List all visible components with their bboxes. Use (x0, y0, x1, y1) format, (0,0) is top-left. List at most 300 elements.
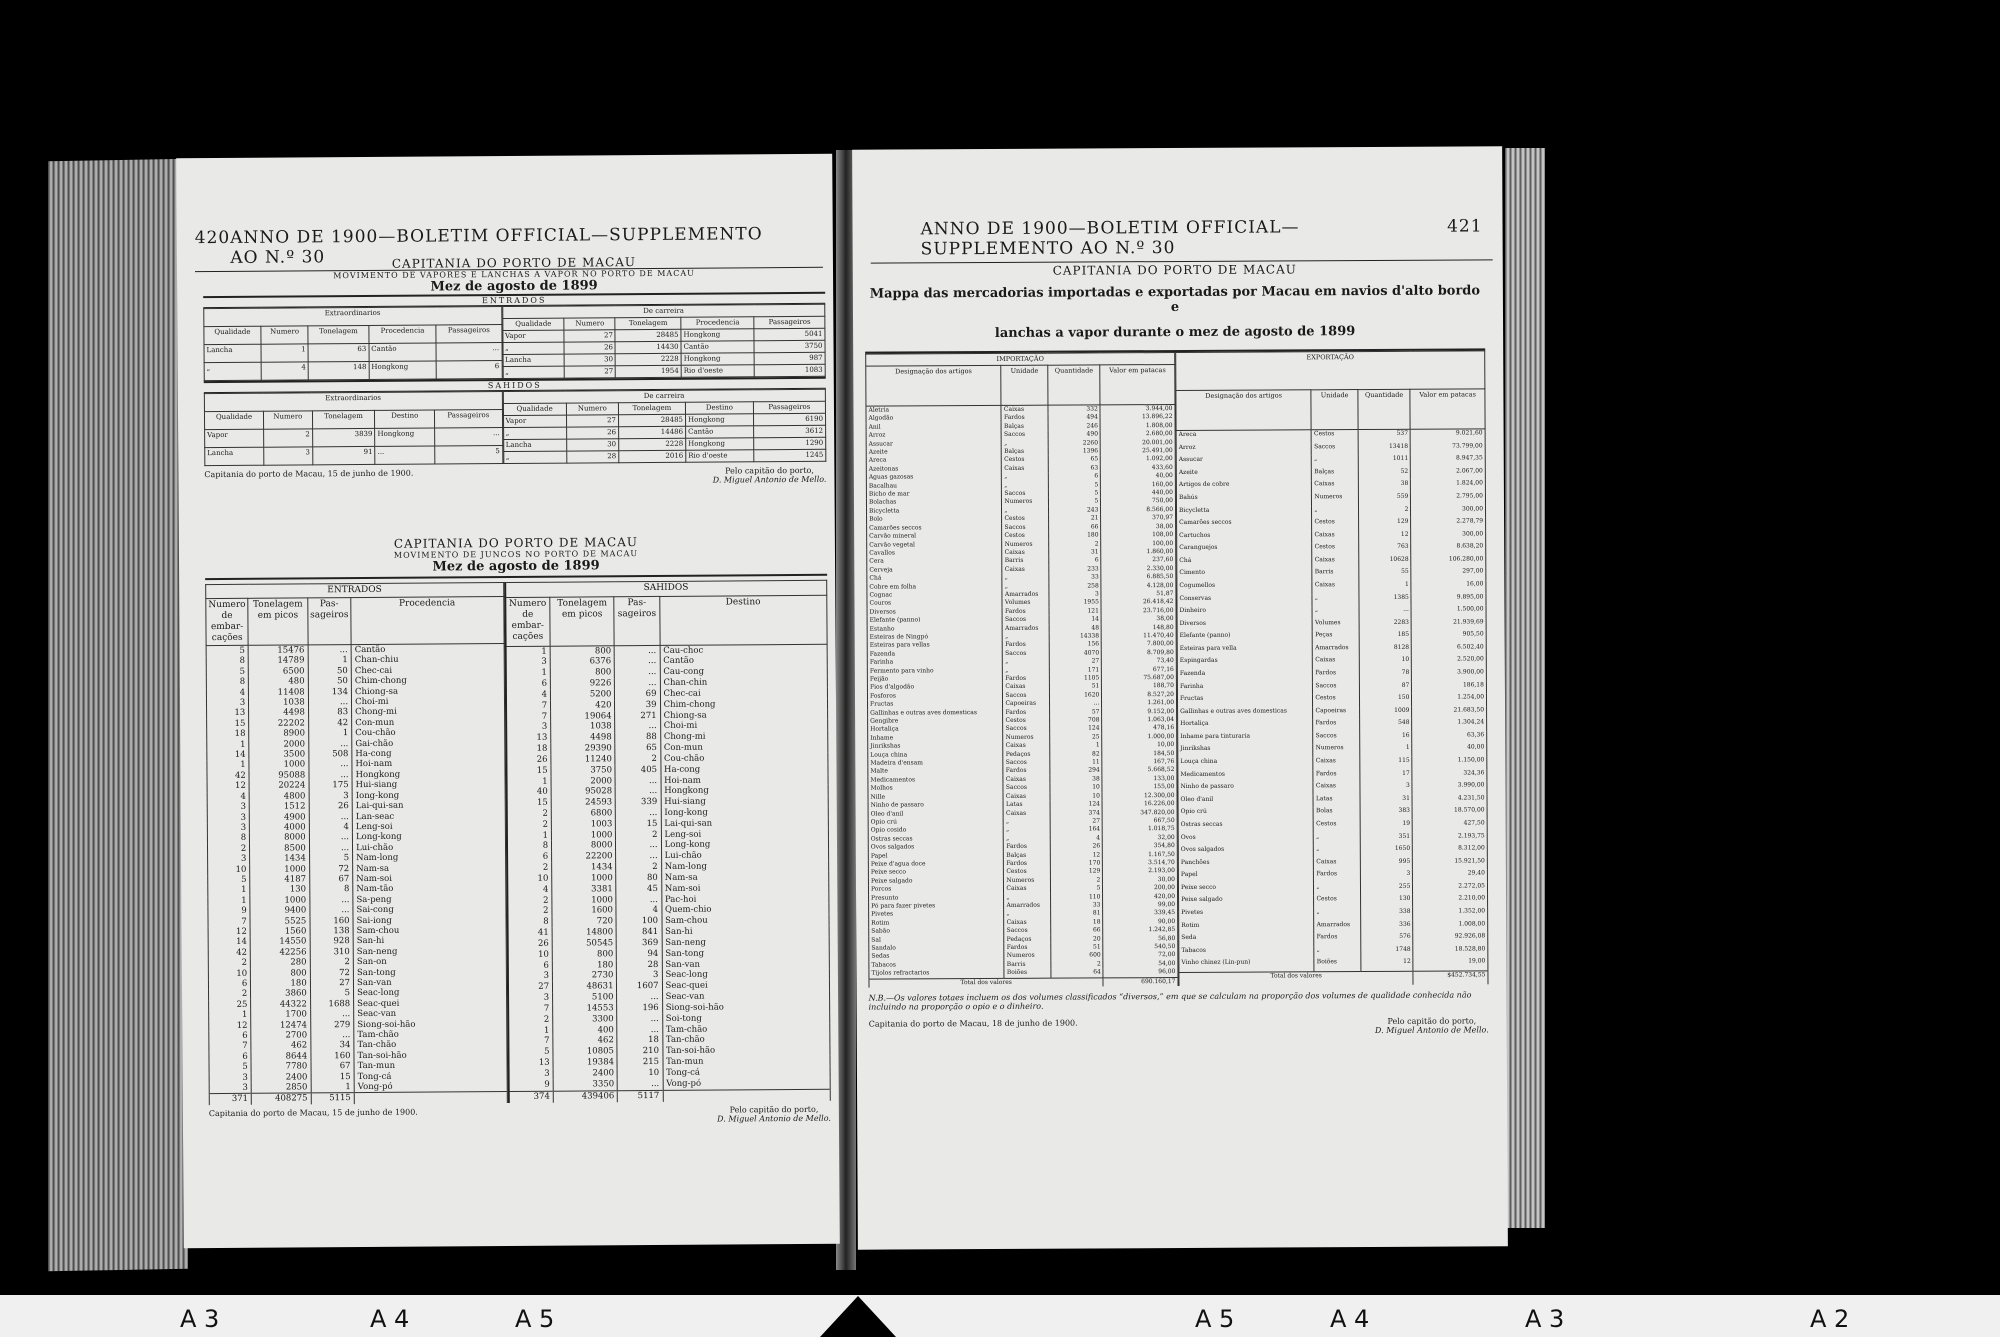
table-cell: ... (615, 656, 660, 667)
table-cell: 494 (1048, 414, 1100, 423)
table-cell: 3 (207, 823, 249, 834)
table-cell: 1954 (616, 365, 682, 377)
table-cell: 5 (310, 988, 353, 999)
table-cell: 21.683,50 (1412, 706, 1487, 719)
vapores-in-col-header: Numero (261, 326, 308, 344)
table-cell: San-neng (662, 937, 830, 949)
table-cell: „ (1003, 633, 1050, 642)
table-cell: 383 (1360, 807, 1413, 820)
table-cell: 1003 (551, 819, 615, 830)
table-cell: Gallinhas e outras aves domesticas (1178, 707, 1313, 720)
table-row (204, 361, 502, 381)
table-cell: Caixas (1312, 480, 1359, 493)
table-cell: Papel (868, 851, 1003, 860)
exportacao-col-header: Designação dos artigos (1176, 390, 1312, 431)
table-cell: 3 (1360, 782, 1413, 795)
table-cell: 9.152,00 (1102, 708, 1177, 717)
mappa-signature (1375, 1016, 1489, 1035)
table-cell: Lancha (503, 439, 566, 451)
table-cell: 10 (208, 864, 250, 875)
table-cell: Lui-chão (353, 842, 506, 853)
juncos-place-date: Capitania do porto de Macau, 15 de junho de 1900. (208, 1107, 418, 1118)
table-cell: 69 (615, 689, 660, 700)
table-cell: 25 (209, 1000, 251, 1011)
table-cell: 13 (207, 708, 249, 719)
table-cell: 294 (1050, 767, 1102, 776)
table-cell: Chim-chong (351, 675, 504, 686)
table-cell: 42256 (250, 947, 310, 958)
table-cell: Nam-soi (353, 873, 506, 884)
table-cell: Rotim (869, 919, 1004, 928)
table-cell: 124 (1050, 725, 1102, 734)
table-cell: Amarrados (1003, 624, 1050, 633)
table-cell: Cerveja (867, 566, 1002, 575)
table-cell: ... (309, 760, 352, 771)
table-cell: 5 (206, 645, 248, 656)
table-cell: Fardos (1001, 414, 1048, 423)
table-cell: Elefante (panno) (1177, 632, 1312, 645)
table-cell: Hongkong (352, 769, 505, 780)
table-cell: 6800 (551, 808, 615, 819)
table-cell: Lui-chão (661, 850, 829, 862)
table-cell: 57 (1050, 708, 1102, 717)
table-cell: 12 (1361, 958, 1414, 972)
table-cell: Caixas (1002, 549, 1049, 558)
table-cell: 2 (507, 863, 552, 874)
table-cell: Caixas (1003, 683, 1050, 692)
table-cell: Fios d'algodão (867, 683, 1002, 692)
table-cell: 576 (1361, 933, 1414, 946)
table-cell: „ (1002, 481, 1049, 490)
table-cell: 52 (1358, 468, 1411, 481)
juncos-sahidos-label: SAHIDOS (505, 580, 827, 597)
table-cell: Cestos (1314, 820, 1361, 833)
table-cell: „ (1004, 818, 1051, 827)
table-cell: 420 (551, 700, 615, 711)
table-cell: 28485 (618, 414, 685, 426)
table-cell: Con-mun (352, 717, 505, 728)
table-cell: 374 (1050, 809, 1102, 818)
table-cell: 28 (567, 451, 619, 463)
table-cell: 8500 (250, 843, 310, 854)
table-cell: Espingardas (1177, 657, 1312, 670)
table-cell: 2000 (249, 739, 309, 750)
table-cell: 3 (1360, 870, 1413, 883)
table-cell: 2.067,00 (1411, 467, 1486, 480)
table-cell: „ (1312, 455, 1359, 468)
importacao-table (865, 352, 1178, 988)
table-cell: 300,00 (1411, 505, 1486, 518)
table-cell: 2.210,00 (1413, 895, 1488, 908)
table-cell: 1.063,04 (1102, 716, 1177, 725)
table-cell: 51 (1049, 683, 1101, 692)
table-cell: 540,50 (1103, 943, 1178, 952)
table-cell: 1 (311, 1082, 354, 1093)
table-cell: 2.272,05 (1413, 882, 1488, 895)
table-cell: 1.824,00 (1411, 480, 1486, 493)
signature-label: Pelo capitão do porto, (725, 465, 814, 476)
table-cell: 15 (506, 798, 551, 809)
table-cell: ... (309, 770, 352, 781)
table-cell: 3 (508, 1069, 553, 1080)
table-cell: Bicycletta (1176, 506, 1311, 519)
table-cell: Volumes (1002, 599, 1049, 608)
table-cell: „ (503, 427, 566, 439)
table-cell: Conservas (1177, 594, 1312, 607)
table-cell: 10 (1050, 792, 1102, 801)
table-cell: Amarrados (1314, 921, 1361, 934)
table-cell: 7.800,00 (1102, 640, 1177, 649)
table-cell: Tan-chão (662, 1034, 830, 1046)
table-cell: Oleo d'anil (1178, 795, 1313, 808)
table-cell: 72,00 (1103, 951, 1178, 960)
table-cell: 800 (550, 667, 614, 678)
vapores-out-col-header: Numero (264, 411, 313, 429)
table-cell: 3 (208, 854, 250, 865)
table-cell: 3 (207, 802, 249, 813)
juncos-entrados-table (205, 582, 507, 1105)
table-cell: Couros (867, 599, 1002, 608)
table-cell: Saccos (1313, 682, 1360, 695)
table-cell: ... (616, 895, 661, 906)
table-cell: 10,00 (1102, 741, 1177, 750)
table-cell: 3612 (753, 425, 825, 438)
table-cell: Fermento para vinho (867, 667, 1002, 676)
table-cell: 987 (754, 352, 825, 364)
table-cell: 667,50 (1103, 817, 1178, 826)
table-cell: 3.514,70 (1103, 859, 1178, 868)
table-cell: Fardos (1313, 719, 1360, 732)
table-cell: Choi-mi (660, 720, 828, 732)
table-cell: Seac-long (354, 987, 507, 998)
table-cell: 78 (1359, 669, 1412, 682)
table-cell: 1600 (552, 906, 616, 917)
vapores-out-col-header: Passageiros (753, 401, 825, 414)
table-cell: 237,60 (1101, 556, 1176, 565)
table-cell: Arroz (866, 431, 1001, 440)
table-cell: 14 (1049, 616, 1101, 625)
table-cell: Chong-mi (352, 706, 505, 717)
table-cell: Fructas (1177, 694, 1312, 707)
table-cell: ... (616, 808, 661, 819)
table-cell: Porcos (868, 885, 1003, 894)
gauge-mark: A 5 (1195, 1305, 1235, 1333)
table-cell: „ (1002, 582, 1049, 591)
table-cell: 19384 (553, 1057, 617, 1068)
table-cell: Jinrikshas (868, 742, 1003, 751)
table-cell: 3 (309, 791, 352, 802)
table-cell: 7 (209, 1041, 251, 1052)
table-cell: 1 (208, 896, 250, 907)
table-cell: Bahús (1176, 493, 1311, 506)
table-cell: 4 (261, 362, 308, 380)
table-cell: Sa-peng (353, 894, 506, 905)
table-cell: 2 (508, 1014, 553, 1025)
table-cell: Iong-kong (661, 807, 829, 819)
table-cell: Seac-long (662, 969, 830, 981)
table-cell: Cestos (1314, 895, 1361, 908)
table-cell: 4000 (250, 822, 310, 833)
table-cell: 7 (508, 1004, 553, 1015)
table-cell: 2 (209, 989, 251, 1000)
table-cell: 3381 (552, 884, 616, 895)
table-cell: 2228 (619, 438, 686, 450)
vapores-out-col-header: Tonelagem (312, 410, 375, 428)
table-cell: Cestos (1003, 717, 1050, 726)
table-cell: „ (1312, 606, 1359, 619)
vapores-in-col-header: Numero (564, 318, 615, 330)
table-cell: Latas (1313, 795, 1360, 808)
table-cell: 4 (309, 822, 352, 833)
table-cell: 54,00 (1103, 960, 1178, 969)
table-cell: Siong-soi-hão (662, 1002, 830, 1014)
table-cell: 4070 (1049, 649, 1101, 658)
table-cell: Tan-mun (354, 1060, 507, 1071)
table-cell: Medicamentos (1178, 770, 1313, 783)
table-cell: 2 (264, 429, 313, 447)
table-cell: 124 (1050, 801, 1102, 810)
table-row (204, 343, 502, 363)
table-cell: 1 (505, 668, 550, 679)
table-cell: 6 (1049, 557, 1101, 566)
table-cell: 130 (1360, 895, 1413, 908)
table-cell: „ (503, 366, 565, 378)
signature-name: D. Miguel Antonio de Mello. (712, 474, 827, 485)
table-cell: 28 (617, 960, 662, 971)
table-cell: 8.527,20 (1102, 691, 1177, 700)
table-cell: 6 (507, 960, 552, 971)
table-cell: 160 (310, 916, 353, 927)
table-cell: 8644 (251, 1051, 311, 1062)
table-cell: ... (308, 697, 351, 708)
table-cell: 26.418,42 (1101, 598, 1176, 607)
table-cell: Cau-choc (660, 644, 828, 657)
table-cell: Ostras seccas (1178, 820, 1313, 833)
table-cell: 1 (508, 1025, 553, 1036)
table-cell: Bacalhau (866, 482, 1001, 491)
table-cell: 478,16 (1102, 724, 1177, 733)
table-cell: Cartuchos (1177, 531, 1312, 544)
table-row (205, 428, 503, 448)
table-cell: Barris (1004, 960, 1051, 969)
table-cell: Oleo d'anil (868, 809, 1003, 818)
vapores-in-col-header: Procedencia (681, 317, 754, 330)
table-cell: Long-kong (661, 839, 829, 851)
juncos-subtitle: MOVIMENTO DE JUNCOS NO PORTO DE MACAU (393, 549, 639, 560)
table-cell: ... (310, 1009, 353, 1020)
table-cell: Fazenda (867, 650, 1002, 659)
table-cell: Gengibre (868, 717, 1003, 726)
table-cell: 1 (505, 646, 550, 658)
table-cell: 1000 (552, 873, 616, 884)
table-cell: Papel (1178, 871, 1313, 884)
table-cell: 233 (1049, 565, 1101, 574)
table-cell: 3 (508, 993, 553, 1004)
table-cell: 40 (506, 787, 551, 798)
table-cell: Diversos (867, 608, 1002, 617)
gauge-mark: A 4 (1330, 1305, 1370, 1333)
table-cell: 8.947,35 (1411, 455, 1486, 468)
table-cell: 27 (564, 330, 615, 342)
table-cell: 2.193,00 (1103, 867, 1178, 876)
signature-name: D. Miguel Antonio de Mello. (1374, 1025, 1489, 1036)
table-cell: „ (1003, 666, 1050, 675)
table-cell: 180 (1049, 532, 1101, 541)
table-cell: 2 (1050, 876, 1102, 885)
table-cell: 48631 (553, 981, 617, 992)
juncos-section (205, 534, 831, 1127)
table-cell: Opio cosido (868, 826, 1003, 835)
table-cell: 2283 (1359, 618, 1412, 631)
table-cell: 106.280,00 (1411, 555, 1486, 568)
table-cell: Amarrados (1313, 644, 1360, 657)
table-cell: 1009 (1360, 707, 1413, 720)
table-cell: Sedas (869, 952, 1004, 961)
table-cell: 67 (309, 874, 352, 885)
table-cell: Numeros (1312, 493, 1359, 506)
table-cell: Nam-sa (661, 872, 829, 884)
table-cell: 9 (508, 1079, 553, 1091)
table-cell: Ninho de passaro (1178, 783, 1313, 796)
table-cell: 90,00 (1103, 918, 1178, 927)
table-cell: 48 (1049, 624, 1101, 633)
table-cell: Cavallos (867, 549, 1002, 558)
table-cell: Caixas (1003, 742, 1050, 751)
table-cell: Caixas (1004, 885, 1051, 894)
table-cell: 462 (553, 1036, 617, 1047)
table-cell: Hongkong (369, 361, 437, 379)
table-cell: ... (616, 775, 661, 786)
table-cell: 1650 (1360, 845, 1413, 858)
table-cell: Saccos (1003, 691, 1050, 700)
table-cell: 3350 (553, 1079, 617, 1091)
table-cell: Lai-qui-san (352, 800, 505, 811)
table-cell: Hui-siang (661, 796, 829, 808)
table-cell: Sam-chou (662, 915, 830, 927)
importacao-col-header: Unidade (1001, 365, 1048, 405)
mappa-title-line2: lanchas a vapor durante o mez de agosto de 1899 (994, 324, 1356, 341)
table-cell: 15 (207, 719, 249, 730)
col-numero: Numero de embar-cações (206, 598, 249, 645)
table-cell: Hongkong (375, 428, 435, 446)
table-cell: 1000 (249, 760, 309, 771)
table-cell: Numeros (1313, 745, 1360, 758)
table-cell: Camarões seccos (1177, 518, 1312, 531)
table-cell: „ (1004, 826, 1051, 835)
table-cell: 1 (308, 655, 351, 666)
table-cell: 50 (308, 666, 351, 677)
table-cell: Sai-iong (353, 915, 506, 926)
table-cell: 64 (1051, 969, 1103, 978)
table-cell: ... (615, 645, 660, 657)
gauge-arrow-icon (820, 1296, 896, 1337)
juncos-month: Mez de agosto de 1899 (205, 557, 827, 580)
table-cell: 1.242,85 (1103, 926, 1178, 935)
table-cell: 6 (209, 1031, 251, 1042)
table-cell: Lan-seac (352, 811, 505, 822)
table-cell: Azeitonas (866, 465, 1001, 474)
table-cell: Fardos (1314, 933, 1361, 946)
table-cell: 8900 (249, 729, 309, 740)
table-cell: 55 (1359, 568, 1412, 581)
table-cell: Anil (866, 423, 1001, 432)
table-cell: 8128 (1359, 644, 1412, 657)
table-cell: Peças (1313, 631, 1360, 644)
gauge-mark: A 5 (515, 1305, 555, 1333)
total-importacao: 690.160,17 (1103, 977, 1178, 986)
table-cell: 148,80 (1102, 624, 1177, 633)
table-cell: 3300 (553, 1014, 617, 1025)
table-cell: 336 (1361, 920, 1414, 933)
table-cell: Fardos (1004, 843, 1051, 852)
table-cell: Caixas (1313, 757, 1360, 770)
table-cell: 19064 (551, 711, 615, 722)
table-cell: Numeros (1002, 498, 1049, 507)
table-cell: 156 (1049, 641, 1101, 650)
table-cell: 2.520,00 (1412, 656, 1487, 669)
table-cell: Cimento (1177, 569, 1312, 582)
table-cell: Cantão (369, 343, 437, 361)
table-cell: 27 (1049, 658, 1101, 667)
table-cell: ... (375, 446, 435, 464)
table-cell: 83 (308, 708, 351, 719)
table-cell: Cestos (1002, 515, 1049, 524)
table-cell: 73,40 (1102, 657, 1177, 666)
table-cell: Hongkong (681, 329, 754, 342)
table-cell: Lancha (204, 344, 261, 362)
table-cell: 14553 (553, 1003, 617, 1014)
table-cell: Vong-pó (354, 1081, 507, 1093)
table-cell: 73.799,00 (1411, 442, 1486, 455)
table-cell: 5 (309, 853, 352, 864)
table-cell: 27 (310, 978, 353, 989)
table-cell: 2.795,00 (1411, 492, 1486, 505)
table-cell: „ (503, 451, 566, 463)
table-cell: 26 (507, 939, 552, 950)
table-cell: Tabacos (1179, 946, 1314, 959)
gauge-mark: A 4 (370, 1305, 410, 1333)
table-cell: 1.808,00 (1100, 422, 1175, 431)
table-cell: „ (1003, 658, 1050, 667)
table-cell: 5 (435, 446, 502, 464)
table-cell: ... (618, 1079, 663, 1091)
table-cell: 600 (1051, 952, 1103, 961)
table-cell: 1 (506, 830, 551, 841)
table-cell: Rio d'oeste (681, 365, 754, 378)
table-cell: Iong-kong (352, 790, 505, 801)
table-cell: 2 (1358, 505, 1411, 518)
table-cell: 12 (209, 1020, 251, 1031)
table-cell: 5 (206, 667, 248, 678)
table-cell: Pedaços (1004, 935, 1051, 944)
table-cell: 2 (616, 862, 661, 873)
table-cell: Sabão (869, 927, 1004, 936)
table-cell: 28485 (615, 329, 681, 341)
table-cell: 30 (565, 354, 616, 366)
table-cell: 1.167,50 (1103, 851, 1178, 860)
table-cell: 160 (311, 1051, 354, 1062)
table-cell: 175 (309, 780, 352, 791)
table-cell: 25 (1050, 733, 1102, 742)
table-cell: 20.001,00 (1101, 439, 1176, 448)
table-cell: Chá (867, 574, 1002, 583)
table-cell: Pivetes (1179, 908, 1314, 921)
table-cell: Seda (1179, 933, 1314, 946)
table-cell: 243 (1048, 506, 1100, 515)
table-cell: 3 (505, 657, 550, 668)
vapores-in-col-header: Qualidade (502, 318, 564, 330)
table-cell: 26 (309, 801, 352, 812)
